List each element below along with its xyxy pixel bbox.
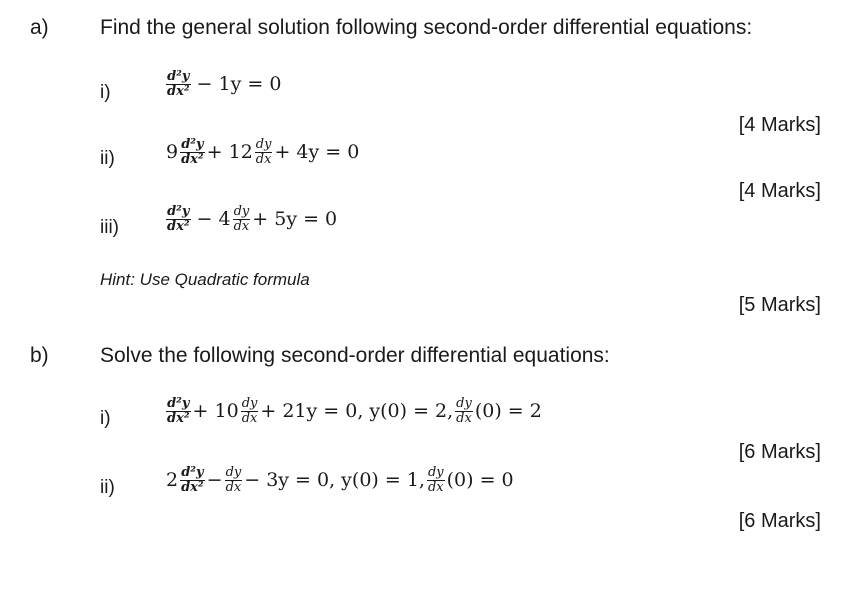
part-b-item-2-equation [166,466,514,494]
equation-rest: − 1y = 0 [196,73,282,96]
fraction-numerator: dy [427,465,444,480]
fraction-denominator: dx [233,218,250,234]
equation-middle: + 12 [206,141,253,164]
part-b-item-2-numeral: ii) [100,477,115,498]
part-b-item-1-marks: [6 Marks] [738,441,821,463]
coefficient: 2 [166,469,179,492]
first-derivative-fraction [241,397,259,425]
fraction-numerator: dy [225,465,242,480]
second-derivative-fraction [166,397,191,425]
part-b-item-1-equation [164,397,542,425]
fraction-numerator: d²y [167,204,190,219]
equation-rest: − 3y = 0, y(0) = 1, [244,469,425,492]
equation-middle: − [206,469,223,492]
fraction-denominator: dx² [167,410,190,426]
equation-tail: (0) = 2 [474,400,542,423]
fraction-denominator: dx [225,479,242,495]
fraction-denominator: dx² [181,479,204,495]
initial-derivative-fraction [427,466,445,494]
part-b-heading: Solve the following second-order differential equations: [100,344,610,367]
hint-text: Hint: Use Quadratic formula [100,270,310,289]
equation-middle: + 10 [192,400,239,423]
first-derivative-fraction [225,466,243,494]
equation-rest: + 5y = 0 [252,208,338,231]
second-derivative-fraction [180,466,205,494]
fraction-denominator: dx² [181,151,204,167]
part-a-item-3-marks: [5 Marks] [738,294,821,316]
part-a-item-1-numeral: i) [100,82,111,103]
second-derivative-fraction [180,138,205,166]
fraction-numerator: d²y [167,69,190,84]
fraction-numerator: dy [456,396,472,411]
fraction-denominator: dx [456,410,472,426]
fraction-denominator: dx [241,410,258,426]
part-a-item-2-marks: [4 Marks] [738,180,821,202]
part-a-item-1-marks: [4 Marks] [738,114,821,136]
equation-rest: + 21y = 0, y(0) = 2, [260,400,454,423]
equation-tail: (0) = 0 [446,469,514,492]
equation-middle: − 4 [196,208,231,231]
fraction-numerator: dy [241,396,258,411]
fraction-numerator: dy [255,137,272,152]
first-derivative-fraction [255,138,273,166]
fraction-denominator: dx [255,151,272,167]
fraction-numerator: d²y [167,396,190,411]
part-b-item-2-marks: [6 Marks] [738,510,821,532]
fraction-numerator: dy [233,204,250,219]
part-a-item-3-equation [164,205,337,233]
fraction-numerator: d²y [181,137,204,152]
part-a-item-3-numeral: iii) [100,217,119,238]
fraction-numerator: d²y [181,465,204,480]
fraction-denominator: dx [427,479,444,495]
part-b-item-1-numeral: i) [100,408,111,429]
equation-rest: + 4y = 0 [274,141,360,164]
initial-derivative-fraction [455,397,473,425]
coefficient: 9 [166,141,179,164]
second-derivative-fraction [166,205,191,233]
fraction-denominator: dx² [167,83,190,99]
part-a-heading: Find the general solution following second-order differential equations: [100,16,753,39]
first-derivative-fraction [233,205,251,233]
part-b-label: b) [30,344,49,367]
fraction-denominator: dx² [167,218,190,234]
part-a-item-2-numeral: ii) [100,148,115,169]
second-derivative-fraction [166,70,191,98]
part-a-item-2-equation [166,138,359,166]
part-a-item-1-equation [164,70,281,98]
part-a-label: a) [30,16,49,39]
